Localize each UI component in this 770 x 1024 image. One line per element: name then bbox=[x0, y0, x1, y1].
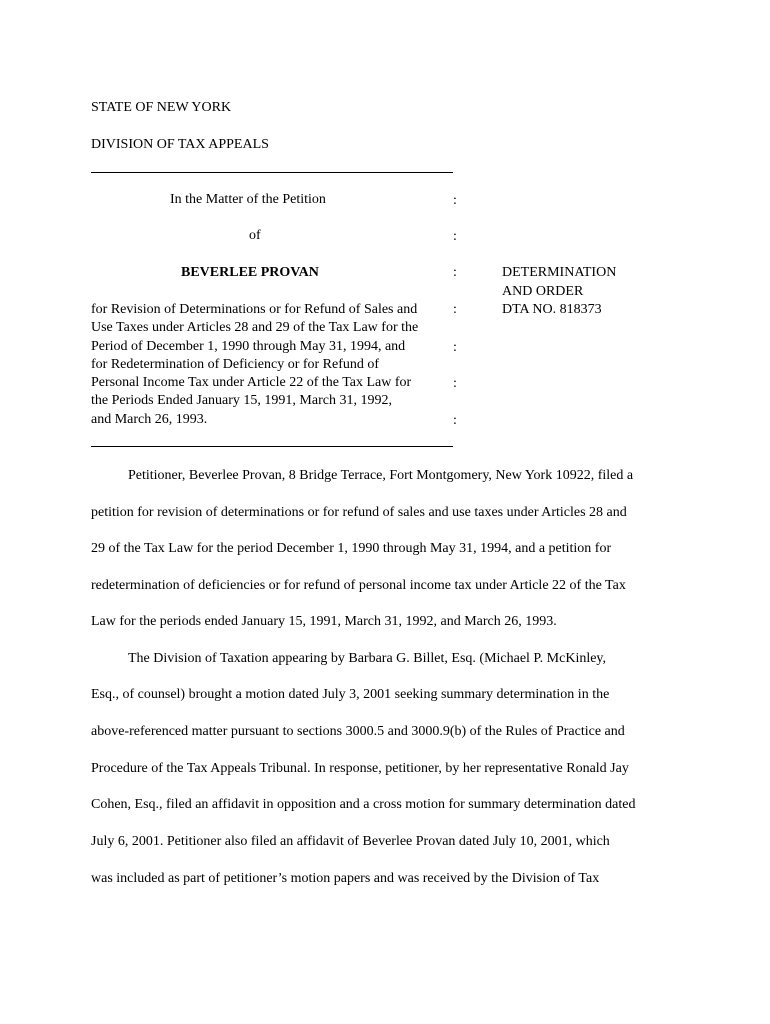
body-line: petition for revision of determinations or for refund of sales and use taxes under Articles 28 and bbox=[91, 505, 627, 520]
body-line: was included as part of petitioner’s motion papers and was received by the Division of Tax bbox=[91, 871, 600, 886]
caption-colon: : bbox=[453, 229, 457, 244]
caption-colon: : bbox=[453, 265, 457, 280]
caption-of: of bbox=[249, 228, 261, 243]
caption-line: for Redetermination of Deficiency or for Refund of bbox=[91, 356, 380, 372]
caption-colon: : bbox=[453, 193, 457, 208]
body-line: 29 of the Tax Law for the period December 1, 1990 through May 31, 1994, and a petition for bbox=[91, 541, 612, 556]
caption-line: Period of December 1, 1990 through May 31, 1994, and bbox=[91, 338, 406, 354]
dta-number: DTA NO. 818373 bbox=[502, 302, 602, 317]
caption-top-rule bbox=[91, 172, 453, 173]
caption-colon: : bbox=[453, 376, 457, 391]
caption-line: and March 26, 1993. bbox=[91, 411, 208, 427]
caption-line: the Periods Ended January 15, 1991, March 31, 1992, bbox=[91, 393, 392, 409]
caption-colon: : bbox=[453, 340, 457, 355]
body-line: Petitioner, Beverlee Provan, 8 Bridge Terrace, Fort Montgomery, New York 10922, filed a bbox=[128, 468, 634, 483]
body-line: Procedure of the Tax Appeals Tribunal. In response, petitioner, by her representative Ronald Jay bbox=[91, 761, 629, 776]
caption-colon: : bbox=[453, 413, 457, 428]
body-line: The Division of Taxation appearing by Barbara G. Billet, Esq. (Michael P. McKinley, bbox=[128, 651, 607, 666]
determination-subtitle: AND ORDER bbox=[502, 284, 584, 299]
body-line: July 6, 2001. Petitioner also filed an affidavit of Beverlee Provan dated July 10, 2001, which bbox=[91, 834, 610, 849]
caption-line: Personal Income Tax under Article 22 of the Tax Law for bbox=[91, 375, 412, 391]
body-line: redetermination of deficiencies or for refund of personal income tax under Article 22 of the Tax bbox=[91, 578, 626, 593]
body-line: above-referenced matter pursuant to sections 3000.5 and 3000.9(b) of the Rules of Practice and bbox=[91, 724, 625, 739]
body-line: Esq., of counsel) brought a motion dated July 3, 2001 seeking summary determination in the bbox=[91, 687, 610, 702]
body-line: Cohen, Esq., filed an affidavit in opposition and a cross motion for summary determination dated bbox=[91, 797, 636, 812]
determination-title: DETERMINATION bbox=[502, 265, 617, 280]
petitioner-name: BEVERLEE PROVAN bbox=[181, 265, 319, 280]
caption-bottom-rule bbox=[91, 446, 453, 447]
division-heading: DIVISION OF TAX APPEALS bbox=[91, 137, 269, 152]
caption-line: Use Taxes under Articles 28 and 29 of the Tax Law for the bbox=[91, 320, 419, 336]
caption-matter: In the Matter of the Petition bbox=[170, 192, 326, 207]
state-heading: STATE OF NEW YORK bbox=[91, 100, 232, 115]
body-line: Law for the periods ended January 15, 1991, March 31, 1992, and March 26, 1993. bbox=[91, 614, 557, 629]
caption-colon: : bbox=[453, 302, 457, 317]
caption-line: for Revision of Determinations or for Refund of Sales and bbox=[91, 302, 418, 317]
caption-description bbox=[91, 301, 453, 429]
